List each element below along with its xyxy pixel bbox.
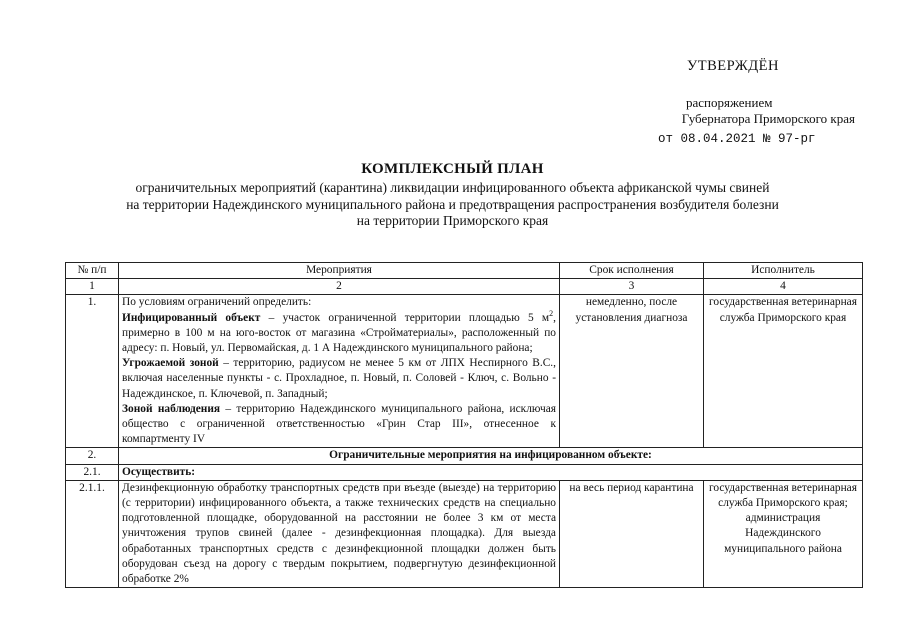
table-row bbox=[66, 480, 863, 587]
row-measures: Дезинфекционную обработку транспортных средств при въезде (выезде) на территорию (с территории) инфицированного объекта, а также технических средств на специально подготовленной площадке, оборудованной на расстоянии не более 3 км от места уничтожения трупов свиней (далее - дезинфекционная площадка). Для выезда обработанных транспортных средств с дезинфекционной площадки должен быть оборудован съезд на дорогу с твердым покрытием, подвергнутую дезинфекционной обработке 2% bbox=[119, 480, 560, 587]
measure-definition: – территорию Надеждинского муниципального района, исключая общество с ограниченной ответственностью «Грин Стар III», отнесенное к компартменту IV bbox=[122, 402, 556, 446]
column-number: 4 bbox=[704, 279, 863, 295]
superscript: 2 bbox=[549, 308, 554, 318]
measure-term: Зоной наблюдения bbox=[122, 402, 221, 415]
row-number: 2.1.1. bbox=[66, 480, 119, 587]
row-number: 1. bbox=[66, 295, 119, 448]
document-subtitle bbox=[0, 180, 905, 230]
document-title: КОМПЛЕКСНЫЙ ПЛАН bbox=[361, 161, 544, 177]
row-deadline: на весь период карантина bbox=[560, 480, 704, 587]
approval-authority: Губернатора Приморского края bbox=[681, 111, 855, 126]
measures-intro: По условиям ограничений определить: bbox=[122, 296, 312, 309]
subtitle-line: ограничительных мероприятий (карантина) ликвидации инфицированного объекта африканской чумы свиней bbox=[135, 180, 770, 195]
subsection-heading-text: Осуществить: bbox=[122, 465, 196, 478]
section-heading bbox=[119, 448, 863, 464]
measure-definition: , примерно в 100 м на юго-восток от магазина «Стройматериалы», расположенный по адресу: п. Новый, ул. Первомайская, д. 1 А Надеждинского муниципального района; bbox=[122, 311, 556, 355]
column-header: Мероприятия bbox=[119, 263, 560, 279]
measure-definition: – территорию, радиусом не менее 5 км от ЛПХ Неспирного В.С., включая населенные пункты - с. Прохладное, п. Новый, п. Соловей - Ключ, с. Вольно - Надеждинское, п. Ключевой, п. Западный; bbox=[122, 357, 556, 400]
measure-definition: – участок ограниченной территории площадью 5 м bbox=[260, 311, 550, 324]
column-header: Исполнитель bbox=[704, 263, 863, 279]
table-row bbox=[66, 464, 863, 480]
row-executor: государственная ветеринарная служба Приморского края bbox=[704, 295, 863, 448]
plan-table bbox=[65, 262, 863, 588]
measure-term: Угрожаемой зоной bbox=[122, 357, 219, 370]
approval-order-type: распоряжением bbox=[686, 95, 773, 110]
column-number: 3 bbox=[560, 279, 704, 295]
section-heading-text: Ограничительные мероприятия на инфицированном объекте: bbox=[329, 449, 652, 462]
row-measures bbox=[119, 295, 560, 448]
approval-status: УТВЕРЖДЁН bbox=[687, 58, 779, 74]
column-header: Срок исполнения bbox=[560, 263, 704, 279]
subtitle-line: на территории Приморского края bbox=[356, 213, 549, 228]
row-number: 2. bbox=[66, 448, 119, 464]
column-number: 2 bbox=[119, 279, 560, 295]
row-deadline: немедленно, после установления диагноза bbox=[560, 295, 704, 448]
approval-date-number: от 08.04.2021 № 97-рг bbox=[658, 132, 816, 146]
subtitle-line: на территории Надеждинского муниципального района и предотвращения распространения возбудителя болезни bbox=[126, 196, 779, 212]
table-header-row bbox=[66, 263, 863, 279]
table-row bbox=[66, 448, 863, 464]
measure-item bbox=[122, 308, 556, 357]
table-row bbox=[66, 295, 863, 448]
measure-item bbox=[122, 402, 556, 448]
measure-term: Инфицированный объект bbox=[122, 311, 261, 324]
column-header: № п/п bbox=[66, 263, 119, 279]
measure-item bbox=[122, 356, 556, 402]
subsection-heading bbox=[119, 464, 863, 480]
column-number-row bbox=[66, 279, 863, 295]
row-number: 2.1. bbox=[66, 464, 119, 480]
row-executor: государственная ветеринарная служба Приморского края; администрация Надеждинского муниципального района bbox=[704, 480, 863, 587]
column-number: 1 bbox=[66, 279, 119, 295]
